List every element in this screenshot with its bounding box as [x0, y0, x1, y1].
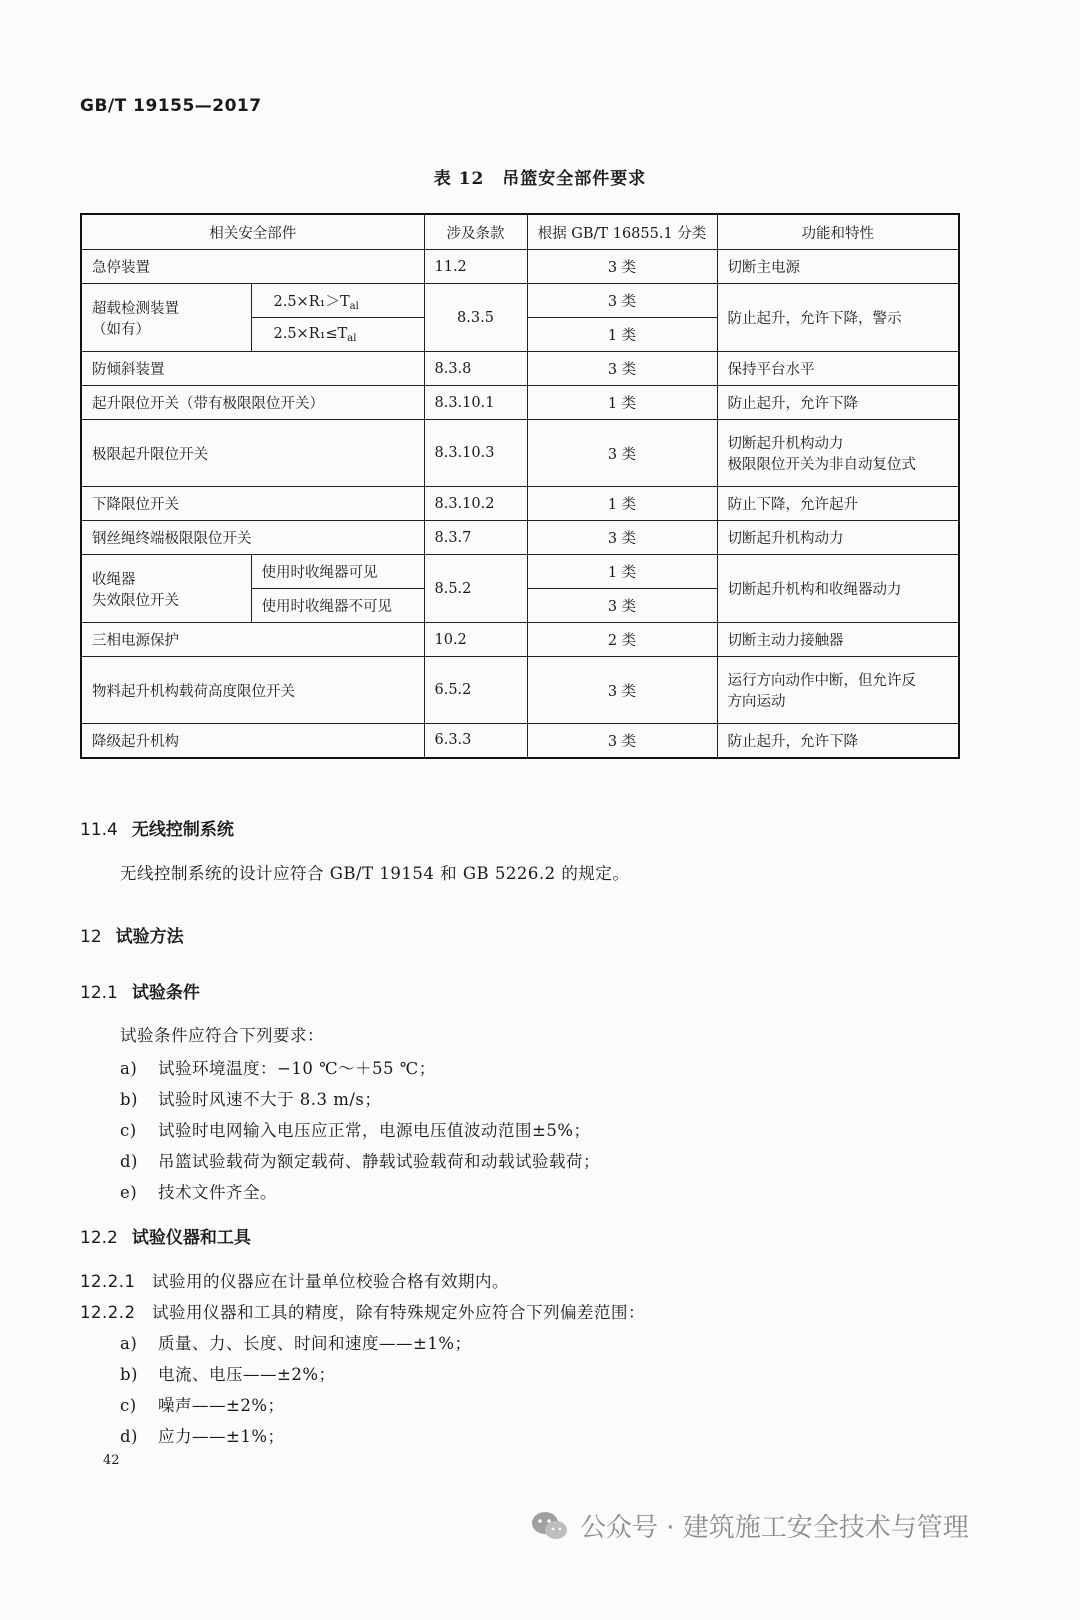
clause-number: 12.2.1 [80, 1272, 136, 1291]
part-cell: 极限起升限位开关 [81, 420, 424, 487]
list-item [120, 1392, 285, 1416]
part-cell [81, 284, 251, 352]
clause-cell: 6.3.3 [424, 724, 527, 758]
header-cell: 根据 GB/T 16855.1 分类 [527, 214, 717, 250]
watermark-text: 公众号 · 建筑施工安全技术与管理 [580, 1513, 969, 1543]
list-item [120, 1148, 600, 1172]
part-cell: 降级起升机构 [81, 724, 424, 758]
section-number: 12 [80, 927, 102, 947]
clause-cell: 8.3.8 [424, 352, 527, 386]
table-row [81, 352, 959, 386]
list-text: 试验时风速不大于 8.3 m/s； [158, 1090, 382, 1109]
condition-cell: 使用时收绳器可见 [251, 555, 424, 589]
list-label: d) [120, 1427, 138, 1446]
list-item [120, 1117, 591, 1141]
section-title: 无线控制系统 [131, 820, 234, 840]
part-line: （如有） [92, 321, 150, 338]
list-text: 吊篮试验载荷为额定载荷、静载试验载荷和动载试验载荷； [158, 1152, 600, 1171]
table-title: 表 12 吊篮安全部件要求 [433, 169, 647, 189]
section-title: 试验方法 [115, 927, 184, 947]
clause [80, 1299, 645, 1323]
condition-text: 2.5×R₁≤T [273, 325, 348, 342]
section-heading [80, 978, 200, 1003]
function-line: 极限限位开关为非自动复位式 [727, 457, 916, 473]
list-text: 试验时电网输入电压应正常，电源电压值波动范围±5%； [158, 1121, 591, 1140]
function-cell: 防止下降，允许起升 [717, 487, 959, 521]
table-row [81, 250, 959, 284]
list-text: 应力——±1%； [158, 1427, 285, 1446]
function-cell: 防止起升，允许下降 [717, 724, 959, 758]
table-row [81, 284, 959, 318]
condition-cell: 使用时收绳器不可见 [251, 589, 424, 623]
category-cell: 2 类 [527, 623, 717, 657]
condition-subscript: al [347, 332, 357, 344]
header-cell: 相关安全部件 [81, 214, 424, 250]
table-row [81, 555, 959, 589]
category-cell: 3 类 [527, 250, 717, 284]
function-cell [717, 657, 959, 724]
wechat-icon [530, 1509, 570, 1543]
table-row [81, 386, 959, 420]
safety-components-table [80, 213, 960, 759]
function-line: 方向运动 [727, 694, 786, 710]
list-text: 试验环境温度：−10 ℃～＋55 ℃； [158, 1059, 436, 1078]
function-line: 切断起升机构动力 [727, 436, 844, 452]
clause-text: 试验用仪器和工具的精度，除有特殊规定外应符合下列偏差范围： [152, 1303, 645, 1322]
function-cell: 防止起升，允许下降，警示 [717, 284, 959, 352]
part-cell: 钢丝绳终端极限限位开关 [81, 521, 424, 555]
category-cell: 3 类 [527, 420, 717, 487]
list-item [120, 1055, 436, 1079]
section-title: 试验仪器和工具 [131, 1228, 251, 1248]
section-number: 12.1 [80, 983, 118, 1003]
category-cell: 3 类 [527, 657, 717, 724]
table-row [81, 657, 959, 724]
list-label: a) [120, 1059, 138, 1078]
section-number: 11.4 [80, 820, 118, 840]
category-cell: 1 类 [527, 318, 717, 352]
list-item [120, 1423, 285, 1447]
watermark [530, 1507, 969, 1544]
clause-cell: 8.5.2 [424, 555, 527, 623]
table-row [81, 623, 959, 657]
list-item [120, 1361, 336, 1385]
condition-text: 2.5×R₁＞T [273, 293, 350, 310]
list-label: e) [120, 1183, 138, 1202]
list-text: 电流、电压——±2%； [158, 1365, 336, 1384]
list-item [120, 1330, 472, 1354]
table-row [81, 487, 959, 521]
header-cell: 涉及条款 [424, 214, 527, 250]
category-cell: 3 类 [527, 521, 717, 555]
function-cell: 保持平台水平 [717, 352, 959, 386]
part-cell: 起升限位开关（带有极限限位开关） [81, 386, 424, 420]
clause-cell: 8.3.10.3 [424, 420, 527, 487]
part-line: 收绳器 [92, 571, 136, 588]
list-item [120, 1086, 381, 1110]
function-cell: 切断起升机构和收绳器动力 [717, 555, 959, 623]
part-cell: 防倾斜装置 [81, 352, 424, 386]
section-title: 试验条件 [131, 983, 200, 1003]
function-cell [717, 420, 959, 487]
clause-number: 12.2.2 [80, 1303, 136, 1322]
category-cell: 3 类 [527, 724, 717, 758]
section-heading [80, 922, 184, 947]
clause-text: 试验用的仪器应在计量单位校验合格有效期内。 [152, 1272, 509, 1291]
list-item [120, 1179, 277, 1203]
list-label: b) [120, 1365, 138, 1384]
section-number: 12.2 [80, 1228, 118, 1248]
clause-cell: 8.3.7 [424, 521, 527, 555]
section-heading [80, 815, 234, 840]
category-cell: 3 类 [527, 352, 717, 386]
header-cell: 功能和特性 [717, 214, 959, 250]
table-header-row [81, 214, 959, 250]
clause-cell: 8.3.10.1 [424, 386, 527, 420]
category-cell: 3 类 [527, 589, 717, 623]
condition-cell [251, 318, 424, 352]
clause-cell: 11.2 [424, 250, 527, 284]
part-cell: 下降限位开关 [81, 487, 424, 521]
clause-cell: 10.2 [424, 623, 527, 657]
clause-cell: 8.3.5 [424, 284, 527, 352]
list-text: 质量、力、长度、时间和速度——±1%； [158, 1334, 472, 1353]
function-cell: 防止起升，允许下降 [717, 386, 959, 420]
paragraph: 无线控制系统的设计应符合 GB/T 19154 和 GB 5226.2 的规定。 [120, 864, 630, 883]
condition-subscript: al [349, 300, 359, 312]
page-number: 42 [103, 1453, 120, 1468]
part-line: 失效限位开关 [92, 592, 179, 609]
table-row [81, 724, 959, 758]
list-text: 技术文件齐全。 [158, 1183, 277, 1202]
part-line: 超载检测装置 [92, 300, 179, 317]
list-label: c) [120, 1396, 137, 1415]
list-label: c) [120, 1121, 137, 1140]
function-cell: 切断主电源 [717, 250, 959, 284]
table-row [81, 420, 959, 487]
clause-cell: 8.3.10.2 [424, 487, 527, 521]
part-cell: 三相电源保护 [81, 623, 424, 657]
list-label: d) [120, 1152, 138, 1171]
list-label: a) [120, 1334, 138, 1353]
condition-cell [251, 284, 424, 318]
category-cell: 1 类 [527, 555, 717, 589]
list-label: b) [120, 1090, 138, 1109]
function-cell: 切断起升机构动力 [717, 521, 959, 555]
section-heading [80, 1223, 251, 1248]
clause-cell: 6.5.2 [424, 657, 527, 724]
standard-code: GB/T 19155—2017 [80, 96, 262, 116]
category-cell: 1 类 [527, 386, 717, 420]
part-cell: 物料起升机构载荷高度限位开关 [81, 657, 424, 724]
part-cell [81, 555, 251, 623]
category-cell: 1 类 [527, 487, 717, 521]
function-line: 运行方向动作中断，但允许反 [727, 673, 916, 689]
table-row [81, 521, 959, 555]
function-cell: 切断主动力接触器 [717, 623, 959, 657]
paragraph: 试验条件应符合下列要求： [120, 1026, 324, 1045]
list-text: 噪声——±2%； [158, 1396, 285, 1415]
clause [80, 1268, 509, 1292]
category-cell: 3 类 [527, 284, 717, 318]
part-cell: 急停装置 [81, 250, 424, 284]
